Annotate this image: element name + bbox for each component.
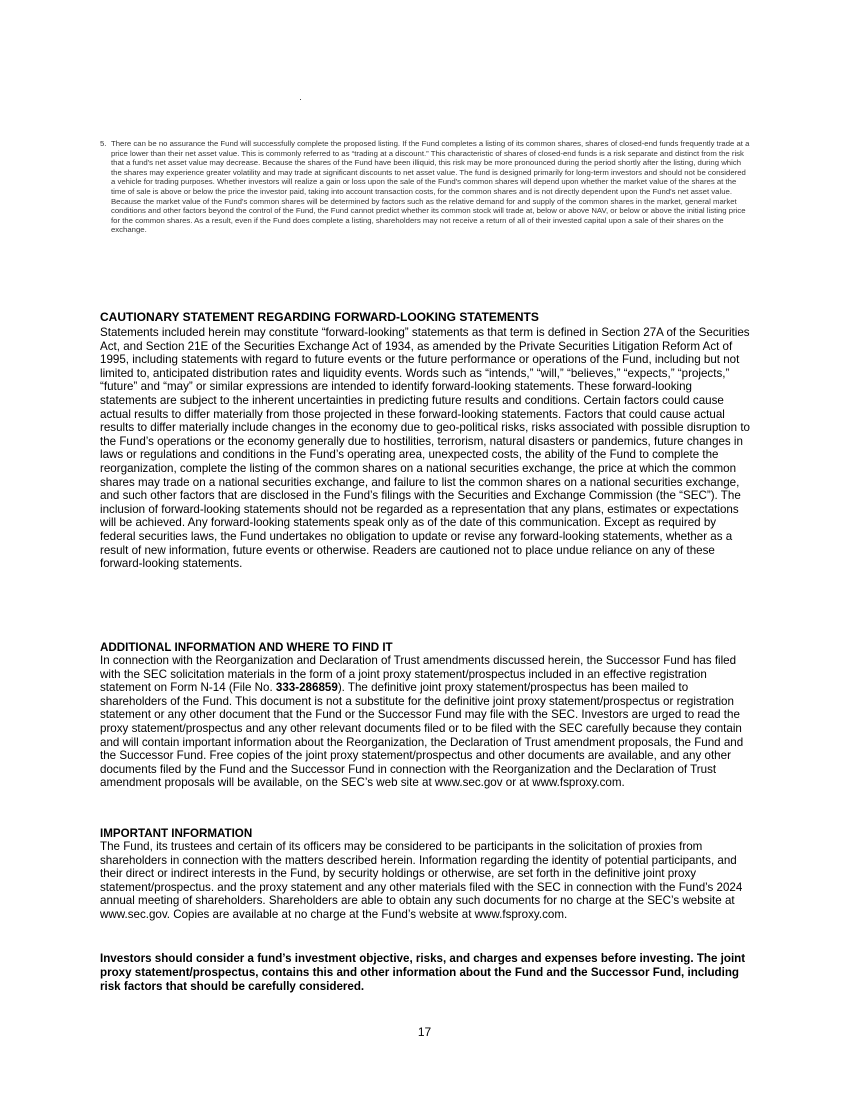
additional-heading: ADDITIONAL INFORMATION AND WHERE TO FIND IT	[100, 641, 393, 654]
investors-notice: Investors should consider a fund’s investment objective, risks, and charges and expenses before investing. The joint proxy statement/prospectus, contains this and other information about the Fund and the Successor Fund, including risk factors that should be carefully considered.	[100, 952, 746, 994]
important-information-section	[100, 827, 751, 922]
additional-body-after: ). The definitive joint proxy statement/prospectus has been mailed to shareholders of the Fund. This document is not a substitute for the definitive joint proxy statement/prospectus or registration statement or any other document that the Fund or the Successor Fund may file with the SEC. Investors are urged to read the proxy statement/prospectus and any other relevant documents filed or to be filed with the SEC carefully because they contain and will contain important information about the Reorganization, the Declaration of Trust amendment proposals, the Fund and the Successor Fund. Free copies of the joint proxy statement/prospectus and other documents are available, and any other documents filed by the Fund and the Successor Fund in connection with the Reorganization and the Declaration of Trust amendment proposals will be available, on the SEC’s web site at www.sec.gov or at www.fsproxy.com.	[100, 681, 744, 790]
cautionary-heading: CAUTIONARY STATEMENT REGARDING FORWARD-LOOKING STATEMENTS	[100, 310, 539, 324]
important-body: The Fund, its trustees and certain of its officers may be considered to be participants in the solicitation of proxies from shareholders in connection with the matters described herein. Information regarding the identity of potential participants, and their direct or indirect interests in the Fund, by security holdings or otherwise, are set forth in the definitive joint proxy statement/prospectus. and the proxy statement and any other materials filed with the SEC in connection with the Fund’s 2024 annual meeting of shareholders. Shareholders are able to obtain any such documents for no charge at the SEC’s website at www.sec.gov. Copies are available at no charge at the Fund’s website at www.fsproxy.com.	[100, 840, 743, 921]
important-heading: IMPORTANT INFORMATION	[100, 827, 253, 840]
additional-body-before: In connection with the Reorganization and Declaration of Trust amendments discussed herein, the Successor Fund has filed with the SEC solicitation materials in the form of a joint proxy statement/prospectus included in an effective registration statement on Form N-14 (File No.	[100, 654, 737, 695]
investors-notice-section	[100, 952, 751, 995]
cautionary-statement-section	[100, 311, 751, 571]
additional-body	[100, 654, 751, 790]
footnote-number: 5.	[100, 139, 107, 148]
file-number: 333-286859	[275, 681, 338, 695]
stray-dot	[300, 99, 301, 100]
page-number: 17	[417, 1025, 432, 1039]
additional-information-section	[100, 641, 751, 790]
footnote-5	[100, 139, 750, 235]
cautionary-body: Statements included herein may constitute “forward-looking” statements as that term is defined in Section 27A of the Securities Act, and Section 21E of the Securities Exchange Act of 1934, as amended by the Private Securities Litigation Reform Act of 1995, including statements with regard to future events or the future performance or operations of the Fund, including but not limited to, anticipated distribution rates and liquidity events. Words such as “intends,” “will,” “believes,” “expects,” “projects,” “future” and “may” or similar expressions are intended to identify forward-looking statements. These forward-looking statements are subject to the inherent uncertainties in predicting future results and conditions. Certain factors could cause actual results to differ materially from those projected in these forward-looking statements. Factors that could cause actual results to differ materially include changes in the economy due to geo-political risks, risks associated with possible disruption to the Fund’s operations or the economy generally due to hostilities, terrorism, natural disasters or pandemics, future changes in laws or regulations and conditions in the Fund’s operating area, unexpected costs, the ability of the Fund to complete the reorganization, complete the listing of the common shares on a national securities exchange, the price at which the common shares may trade on a national securities exchange, and failure to list the common shares on a national securities exchange, and such other factors that are disclosed in the Fund’s filings with the Securities and Exchange Commission (the “SEC”). The inclusion of forward-looking statements should not be regarded as a representation that any plans, estimates or expectations will be achieved. Any forward-looking statements speak only as of the date of this communication. Except as required by federal securities laws, the Fund undertakes no obligation to update or revise any forward-looking statements, whether as a result of new information, future events or otherwise. Readers are cautioned not to place undue reliance on any of these forward-looking statements.	[100, 326, 751, 571]
footnote-text: There can be no assurance the Fund will successfully complete the proposed listing. If the Fund completes a listing of its common shares, shares of closed-end funds frequently trade at a price lower than their net asset value. This is commonly referred to as “trading at a discount.” This characteristic of shares of closed-end funds is a risk separate and distinct from the risk that a fund's net asset value may decrease. Because the shares of the Fund have been illiquid, this risk may be more pronounced during the period shortly after the listing, during which the shares may experience greater volatility and may trade at significant discounts to net asset value. The fund is designed primarily for long-term investors and should not be considered a vehicle for trading purposes. Whether investors will realize a gain or loss upon the sale of the Fund's common shares will depend upon whether the market value of the shares at the time of sale is above or below the price the investor paid, taking into account transaction costs, for the common shares and is not directly dependent upon the Fund's net asset value. Because the market value of the Fund's common shares will be determined by factors such as the relative demand for and supply of the common shares in the market, general market conditions and other factors beyond the control of the Fund, the Fund cannot predict whether its common stock will trade at, below or above NAV, or below or above the initial listing price for the common shares. As a result, even if the Fund does complete a listing, shareholders may not receive a return of all of their invested capital upon a sale of their shares on the exchange.	[111, 139, 750, 235]
